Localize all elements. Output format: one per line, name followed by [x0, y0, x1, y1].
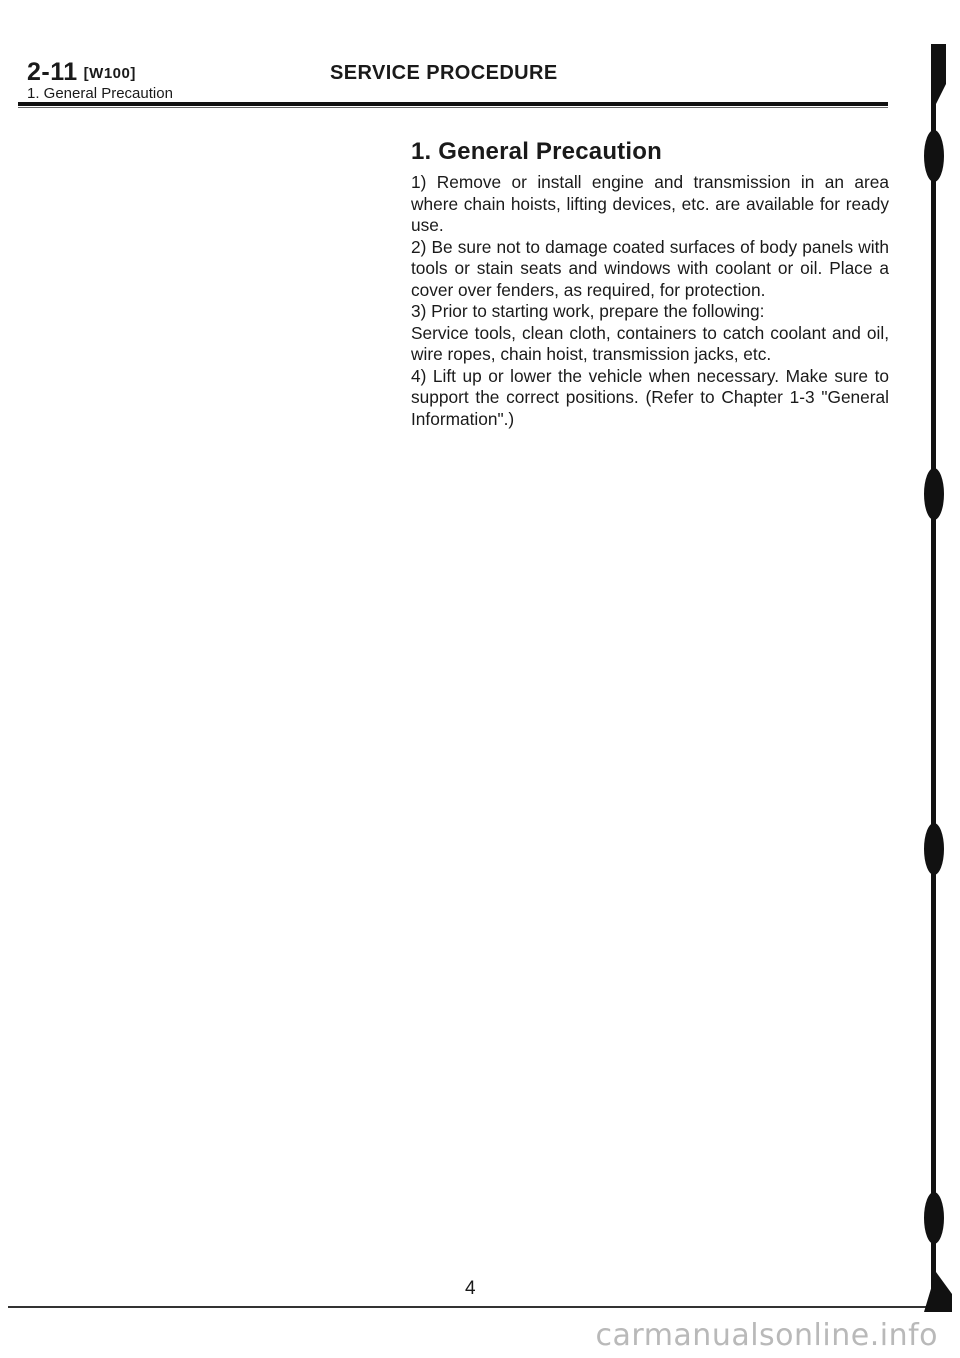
watermark: carmanualsonline.info	[595, 1318, 938, 1353]
paragraph-2: 2) Be sure not to damage coated surfaces of body panels with tools or stain seats and windows with coolant or oil. Place a cover over fenders, as required, for protection.	[411, 236, 889, 300]
page-title: SERVICE PROCEDURE	[330, 62, 558, 84]
section-heading: 1. General Precaution	[411, 138, 662, 165]
section-code-number: 2-11	[27, 58, 78, 86]
section-code-tag: [W100]	[83, 65, 136, 82]
paragraph-4: Service tools, clean cloth, containers to catch coolant and oil, wire ropes, chain hoist, transmission jacks, etc.	[411, 322, 889, 364]
header-rule-thin	[18, 107, 888, 108]
footer-rule	[8, 1306, 928, 1308]
paragraph-3: 3) Prior to starting work, prepare the following:	[411, 301, 765, 321]
binding-edge-marks	[922, 44, 952, 1312]
paragraph-1: 1) Remove or install engine and transmission in an area where chain hoists, lifting devices, etc. are available for ready use.	[411, 172, 889, 235]
precaution-section	[411, 138, 889, 430]
header-subtitle: 1. General Precaution	[27, 85, 173, 102]
page-number: 4	[465, 1278, 476, 1299]
paragraph-5: 4) Lift up or lower the vehicle when necessary. Make sure to support the correct positions. (Refer to Chapter 1-3 "General Information".)	[411, 365, 889, 429]
section-code	[27, 58, 136, 87]
header-rule	[18, 102, 888, 106]
